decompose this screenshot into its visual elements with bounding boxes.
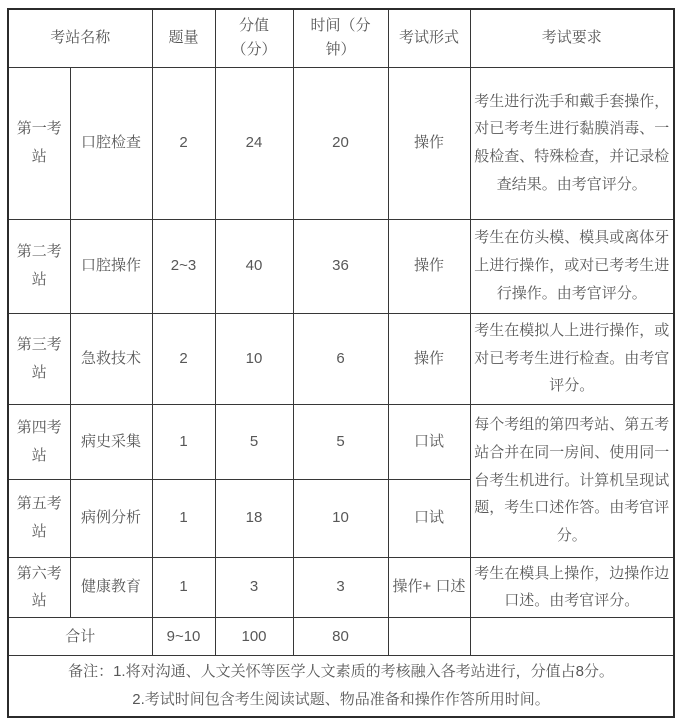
- station-exam-name: 健康教育: [70, 557, 152, 618]
- station-label: 第一考站: [8, 67, 70, 219]
- station-score: 5: [215, 404, 293, 479]
- station-time: 36: [293, 219, 388, 313]
- station-form: 口试: [388, 479, 470, 557]
- station-time: 10: [293, 479, 388, 557]
- station-label: 第五考站: [8, 479, 70, 557]
- total-time: 80: [293, 618, 388, 656]
- station-time: 3: [293, 557, 388, 618]
- total-score: 100: [215, 618, 293, 656]
- station-exam-name: 口腔操作: [70, 219, 152, 313]
- header-time-line1: 时间（分: [310, 17, 371, 35]
- station-label: 第四考站: [8, 404, 70, 479]
- header-station-name: 考站名称: [8, 9, 152, 67]
- header-time: [293, 9, 388, 67]
- station-form: 操作: [388, 313, 470, 404]
- header-score-line1: 分值: [239, 17, 270, 35]
- total-requirement-empty: [470, 618, 674, 656]
- table-row-station-3: [8, 313, 674, 404]
- station-time: 20: [293, 67, 388, 219]
- station-label: 第二考站: [8, 219, 70, 313]
- station-score: 18: [215, 479, 293, 557]
- station-time: 5: [293, 404, 388, 479]
- header-time-line2: 钟）: [325, 41, 356, 59]
- station-form: 操作: [388, 67, 470, 219]
- table-row-station-2: [8, 219, 674, 313]
- total-quantity: 9~10: [152, 618, 215, 656]
- station-score: 24: [215, 67, 293, 219]
- station-form: 操作: [388, 219, 470, 313]
- notes-cell: [8, 656, 674, 717]
- station-label: 第六考站: [8, 557, 70, 618]
- station-requirement-merged-4-5: 每个考组的第四考站、第五考站合并在同一房间、使用同一台考生机进行。计算机呈现试题，考生口述作答。由考官评分。: [470, 404, 674, 557]
- station-requirement: 考生在仿头模、模具或离体牙上进行操作，或对已考考生进行操作。由考官评分。: [470, 219, 674, 313]
- header-quantity: 题量: [152, 9, 215, 67]
- table-row-notes: [8, 656, 674, 717]
- station-quantity: 2: [152, 67, 215, 219]
- station-requirement: 考生进行洗手和戴手套操作，对已考考生进行黏膜消毒、一般检查、特殊检查，并记录检查结果。由考官评分。: [470, 67, 674, 219]
- header-row: [8, 9, 674, 67]
- station-score: 40: [215, 219, 293, 313]
- table-row-total: [8, 618, 674, 656]
- total-form-empty: [388, 618, 470, 656]
- station-score: 10: [215, 313, 293, 404]
- station-form: 操作+ 口述: [388, 557, 470, 618]
- station-quantity: 1: [152, 479, 215, 557]
- station-label: 第三考站: [8, 313, 70, 404]
- exam-stations-table: [7, 8, 675, 718]
- station-requirement: 考生在模具上操作，边操作边口述。由考官评分。: [470, 557, 674, 618]
- table-row-station-1: [8, 67, 674, 219]
- station-quantity: 2~3: [152, 219, 215, 313]
- station-exam-name: 口腔检查: [70, 67, 152, 219]
- note-line-2: 2.考试时间包含考生阅读试题、物品准备和操作作答所用时间。: [132, 690, 550, 708]
- station-quantity: 1: [152, 557, 215, 618]
- header-score: [215, 9, 293, 67]
- header-exam-form: 考试形式: [388, 9, 470, 67]
- table-row-station-6: [8, 557, 674, 618]
- station-exam-name: 急救技术: [70, 313, 152, 404]
- station-score: 3: [215, 557, 293, 618]
- note-line-1: 备注：1.将对沟通、人文关怀等医学人文素质的考核融入各考站进行，分值占8分。: [68, 663, 614, 680]
- total-label: 合计: [8, 618, 152, 656]
- table-row-station-4: [8, 404, 674, 479]
- header-exam-requirements: 考试要求: [470, 9, 674, 67]
- header-score-line2: （分）: [231, 41, 277, 59]
- station-time: 6: [293, 313, 388, 404]
- station-requirement: 考生在模拟人上进行操作，或对已考考生进行检查。由考官评分。: [470, 313, 674, 404]
- station-exam-name: 病例分析: [70, 479, 152, 557]
- station-exam-name: 病史采集: [70, 404, 152, 479]
- station-form: 口试: [388, 404, 470, 479]
- station-quantity: 1: [152, 404, 215, 479]
- station-quantity: 2: [152, 313, 215, 404]
